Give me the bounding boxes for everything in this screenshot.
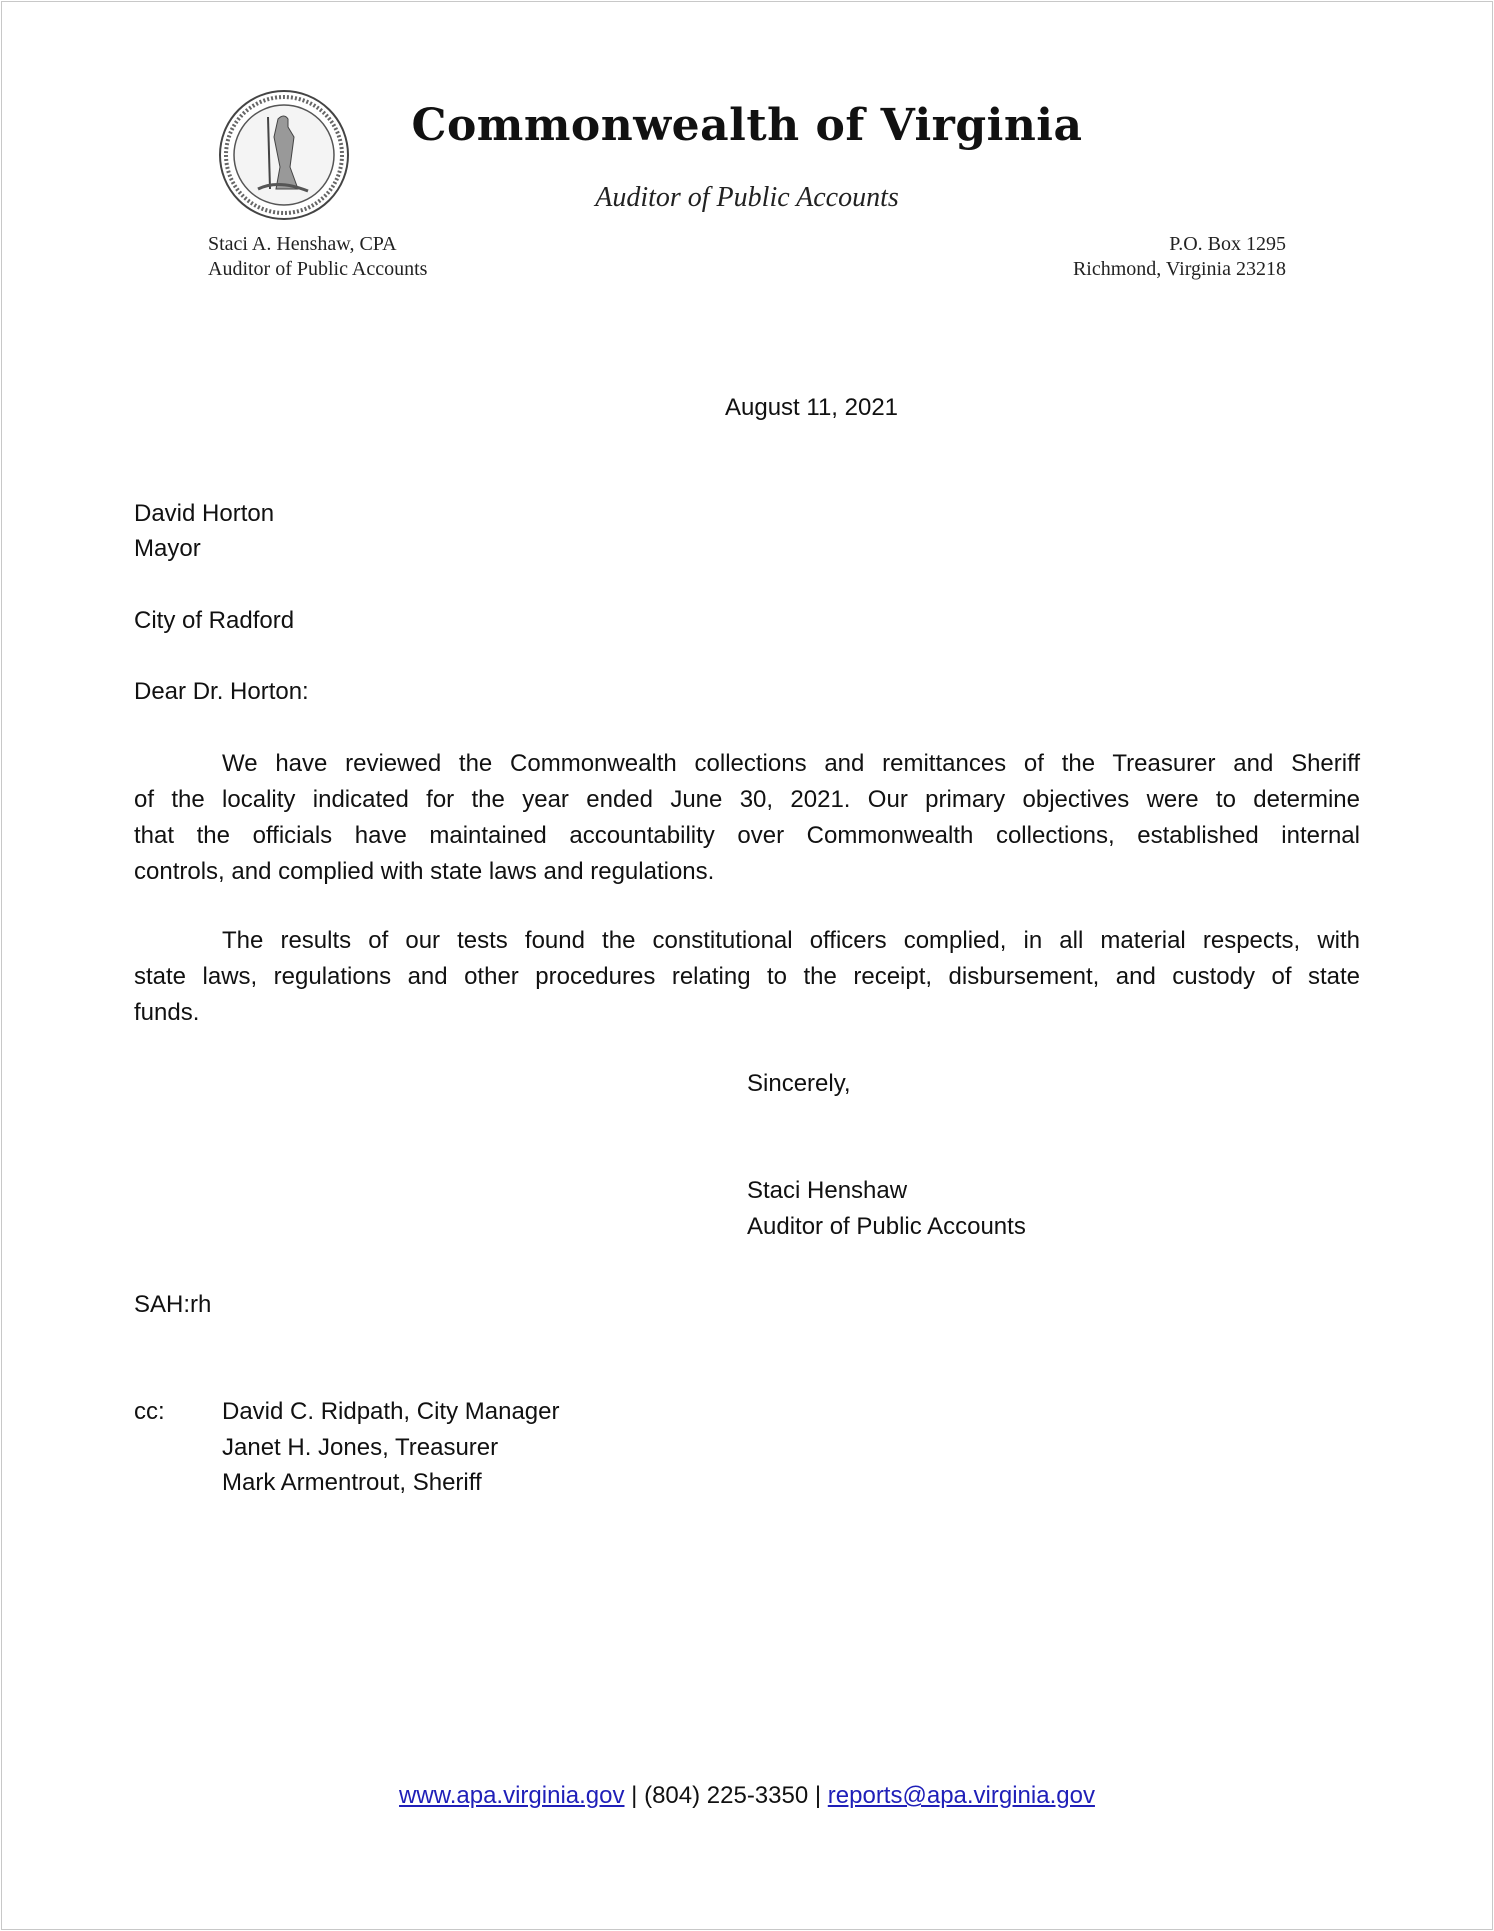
email-link[interactable]: reports@apa.virginia.gov <box>827 1782 1095 1809</box>
body-paragraph-1 <box>134 746 1360 890</box>
po-box: P.O. Box 1295 <box>1169 233 1286 255</box>
salutation: Dear Dr. Horton: <box>134 678 309 705</box>
separator: | <box>814 1782 822 1809</box>
letter-date: August 11, 2021 <box>725 394 899 421</box>
closing: Sincerely, <box>747 1070 851 1097</box>
auditor-name: Staci A. Henshaw, CPA <box>208 233 397 255</box>
paragraph-line: controls, and complied with state laws and regulations. <box>134 858 715 885</box>
paragraph-line: of the locality indicated for the year ended June 30, 2021. Our primary objectives were to determine <box>134 786 1360 813</box>
letterhead-subtitle: Auditor of Public Accounts <box>595 182 899 213</box>
initials: SAH:rh <box>134 1291 212 1318</box>
footer <box>0 1778 1494 1814</box>
cc-recipient: Mark Armentrout, Sheriff <box>222 1469 482 1496</box>
virginia-seal-logo <box>218 89 350 221</box>
paragraph-line: funds. <box>134 999 200 1026</box>
paragraph-line: We have reviewed the Commonwealth collections and remittances of the Treasurer and Sheriff <box>222 750 1360 777</box>
city-state-zip: Richmond, Virginia 23218 <box>1072 258 1286 280</box>
signer-name: Staci Henshaw <box>747 1177 908 1204</box>
recipient-name: David Horton <box>134 500 275 527</box>
recipient-title: Mayor <box>134 535 201 562</box>
cc-recipient: David C. Ridpath, City Manager <box>222 1398 560 1425</box>
mailing-address <box>1073 232 1286 282</box>
recipient-org: City of Radford <box>134 607 295 634</box>
letterhead-title: Commonwealth of Virginia <box>411 100 1083 151</box>
auditor-title: Auditor of Public Accounts <box>208 258 428 280</box>
cc-label: cc: <box>134 1398 165 1425</box>
signer-title: Auditor of Public Accounts <box>747 1213 1026 1240</box>
website-link[interactable]: www.apa.virginia.gov <box>399 1782 625 1809</box>
paragraph-line: that the officials have maintained accountability over Commonwealth collections, established internal <box>134 822 1360 849</box>
paragraph-line: The results of our tests found the constitutional officers complied, in all material respects, with <box>222 927 1360 954</box>
cc-recipient: Janet H. Jones, Treasurer <box>222 1434 499 1461</box>
separator: | <box>631 1782 638 1809</box>
body-paragraph-2 <box>134 923 1360 1031</box>
phone-number: (804) 225-3350 <box>644 1782 809 1809</box>
paragraph-line: state laws, regulations and other procedures relating to the receipt, disbursement, and custody of state <box>134 963 1360 990</box>
auditor-contact <box>208 232 427 282</box>
